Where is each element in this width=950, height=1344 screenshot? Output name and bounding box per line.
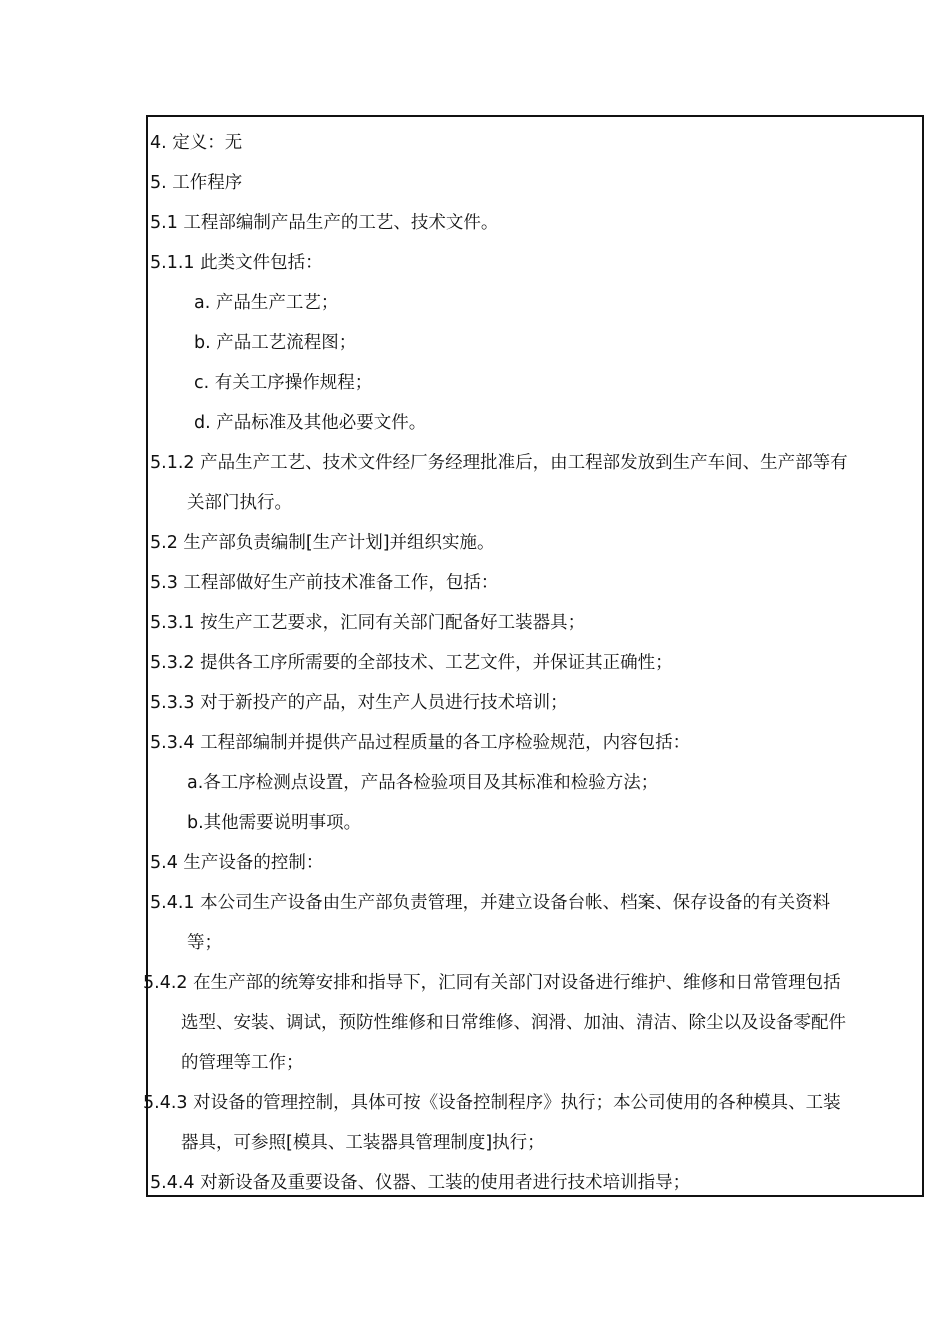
section-5-1-2-continued: 关部门执行。 bbox=[187, 493, 292, 513]
section-5-4-1-continued: 等； bbox=[187, 933, 222, 953]
section-5-4-3: 5.4.3 对设备的管理控制，具体可按《设备控制程序》执行；本公司使用的各种模具、工装 bbox=[143, 1093, 841, 1113]
section-4-definition: 4. 定义：无 bbox=[150, 133, 243, 153]
section-5-3-4: 5.3.4 工程部编制并提供产品过程质量的各工序检验规范，内容包括： bbox=[150, 733, 691, 753]
list-item-b: b. 产品工艺流程图； bbox=[194, 333, 357, 353]
section-5-4: 5.4 生产设备的控制： bbox=[150, 853, 324, 873]
section-5-4-3-continued: 器具，可参照[模具、工装器具管理制度]执行； bbox=[181, 1133, 545, 1153]
section-5-4-2-continued-1: 选型、安装、调试，预防性维修和日常维修、润滑、加油、清洁、除尘以及设备零配件 bbox=[181, 1013, 846, 1033]
list-item-d: d. 产品标准及其他必要文件。 bbox=[194, 413, 427, 433]
section-5-3-2: 5.3.2 提供各工序所需要的全部技术、工艺文件，并保证其正确性； bbox=[150, 653, 673, 673]
list-item-inspection-points: a.各工序检测点设置，产品各检验项目及其标准和检验方法； bbox=[187, 773, 659, 793]
list-item-a: a. 产品生产工艺； bbox=[194, 293, 339, 313]
list-item-c: c. 有关工序操作规程； bbox=[194, 373, 373, 393]
section-5-3-3: 5.3.3 对于新投产的产品，对生产人员进行技术培训； bbox=[150, 693, 568, 713]
list-item-other-matters: b.其他需要说明事项。 bbox=[187, 813, 362, 833]
section-5-3: 5.3 工程部做好生产前技术准备工作，包括： bbox=[150, 573, 499, 593]
section-5-heading: 5. 工作程序 bbox=[150, 173, 243, 193]
section-5-4-2: 5.4.2 在生产部的统筹安排和指导下，汇同有关部门对设备进行维护、维修和日常管理包括 bbox=[143, 973, 841, 993]
section-5-1: 5.1 工程部编制产品生产的工艺、技术文件。 bbox=[150, 213, 499, 233]
section-5-4-2-continued-2: 的管理等工作； bbox=[181, 1053, 304, 1073]
section-5-1-2: 5.1.2 产品生产工艺、技术文件经厂务经理批准后，由工程部发放到生产车间、生产部等有 bbox=[150, 453, 848, 473]
section-5-4-4: 5.4.4 对新设备及重要设备、仪器、工装的使用者进行技术培训指导； bbox=[150, 1173, 691, 1193]
section-5-3-1: 5.3.1 按生产工艺要求，汇同有关部门配备好工装器具； bbox=[150, 613, 586, 633]
section-5-1-1: 5.1.1 此类文件包括： bbox=[150, 253, 323, 273]
section-5-4-1: 5.4.1 本公司生产设备由生产部负责管理，并建立设备台帐、档案、保存设备的有关资料 bbox=[150, 893, 831, 913]
section-5-2: 5.2 生产部负责编制[生产计划]并组织实施。 bbox=[150, 533, 495, 553]
